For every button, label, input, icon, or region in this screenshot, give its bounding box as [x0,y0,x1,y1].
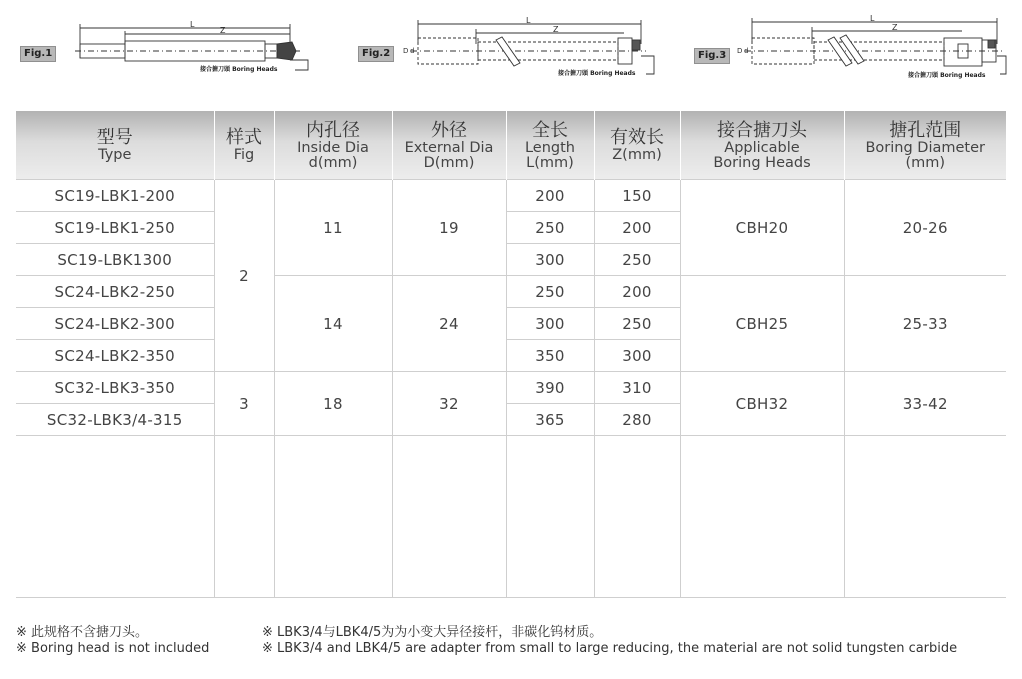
length-cell: 350 [506,340,594,372]
fig2-caption: 接合搪刀頭 Boring Heads [558,70,636,77]
boring-range-cell: 20-26 [844,180,1006,276]
boring-head-cell: CBH20 [680,180,844,276]
length-cell: 200 [506,180,594,212]
col-header-inside-dia: 内孔径 Inside Dia d(mm) [274,111,392,180]
z-cell: 300 [594,340,680,372]
note-right-en: ※ LBK3/4 and LBK4/5 are adapter from small to large reducing, the material are not solid tungsten carbide [262,641,958,656]
fig2-dim-l: L [526,16,531,25]
length-cell: 300 [506,244,594,276]
col-header-fig: 样式 Fig [214,111,274,180]
fig3-label: Fig.3 [694,48,730,64]
col-header-length: 全长 Length L(mm) [506,111,594,180]
fig3-dim-d-inner: d [744,47,749,55]
empty-cell [16,436,214,598]
figure-strip [0,0,1022,100]
empty-cell [274,436,392,598]
empty-cell [506,436,594,598]
boring-head-cell: CBH32 [680,372,844,436]
length-cell: 300 [506,308,594,340]
z-cell: 250 [594,308,680,340]
z-cell: 310 [594,372,680,404]
inside-dia-cell: 14 [274,276,392,372]
type-cell: SC19-LBK1-200 [16,180,214,212]
note-left-cn: ※ 此规格不含搪刀头。 [16,625,149,640]
length-cell: 390 [506,372,594,404]
fig3-dim-z: Z [892,23,898,32]
col-header-effective-length: 有效长 Z(mm) [594,111,680,180]
fig2-dim-d-inner: d [410,47,415,55]
fig2-label: Fig.2 [358,46,394,62]
type-cell: SC24-LBK2-250 [16,276,214,308]
fig-cell: 3 [214,372,274,436]
note-right-cn: ※ LBK3/4与LBK4/5为为小变大异径接杆，非碳化钨材质。 [262,625,603,640]
type-cell: SC19-LBK1300 [16,244,214,276]
empty-table-row [16,436,1006,598]
external-dia-cell: 19 [392,180,506,276]
fig1-dim-l: L [190,20,195,29]
fig1-caption: 接合搪刀頭 Boring Heads [200,66,278,73]
z-cell: 200 [594,212,680,244]
external-dia-cell: 24 [392,276,506,372]
note-left-en: ※ Boring head is not included [16,641,210,656]
type-cell: SC32-LBK3/4-315 [16,404,214,436]
table-header-row [16,111,1006,180]
length-cell: 250 [506,276,594,308]
empty-cell [680,436,844,598]
inside-dia-cell: 18 [274,372,392,436]
boring-range-cell: 33-42 [844,372,1006,436]
fig-cell: 2 [214,180,274,372]
fig2-dim-d-outer: D [403,47,409,55]
z-cell: 250 [594,244,680,276]
external-dia-cell: 32 [392,372,506,436]
fig1-drawing [70,18,320,78]
col-header-boring-heads: 接合搪刀头 Applicable Boring Heads [680,111,844,180]
fig2-dim-z: Z [553,25,559,34]
fig3-caption: 接合搪刀頭 Boring Heads [908,72,986,79]
spec-table [16,111,1006,598]
z-cell: 280 [594,404,680,436]
fig3-dim-l: L [870,14,875,23]
boring-head-cell: CBH25 [680,276,844,372]
col-header-boring-diameter: 搪孔范围 Boring Diameter (mm) [844,111,1006,180]
table-row [16,372,1006,404]
col-header-type: 型号 Type [16,111,214,180]
length-cell: 365 [506,404,594,436]
table-row [16,180,1006,212]
fig1-dim-z: Z [220,26,226,35]
type-cell: SC32-LBK3-350 [16,372,214,404]
inside-dia-cell: 11 [274,180,392,276]
type-cell: SC24-LBK2-350 [16,340,214,372]
empty-cell [392,436,506,598]
type-cell: SC19-LBK1-250 [16,212,214,244]
length-cell: 250 [506,212,594,244]
empty-cell [214,436,274,598]
boring-range-cell: 25-33 [844,276,1006,372]
fig1-label: Fig.1 [20,46,56,62]
empty-cell [844,436,1006,598]
col-header-external-dia: 外径 External Dia D(mm) [392,111,506,180]
type-cell: SC24-LBK2-300 [16,308,214,340]
fig3-dim-d-outer: D [737,47,743,55]
z-cell: 150 [594,180,680,212]
table-row [16,276,1006,308]
z-cell: 200 [594,276,680,308]
empty-cell [594,436,680,598]
